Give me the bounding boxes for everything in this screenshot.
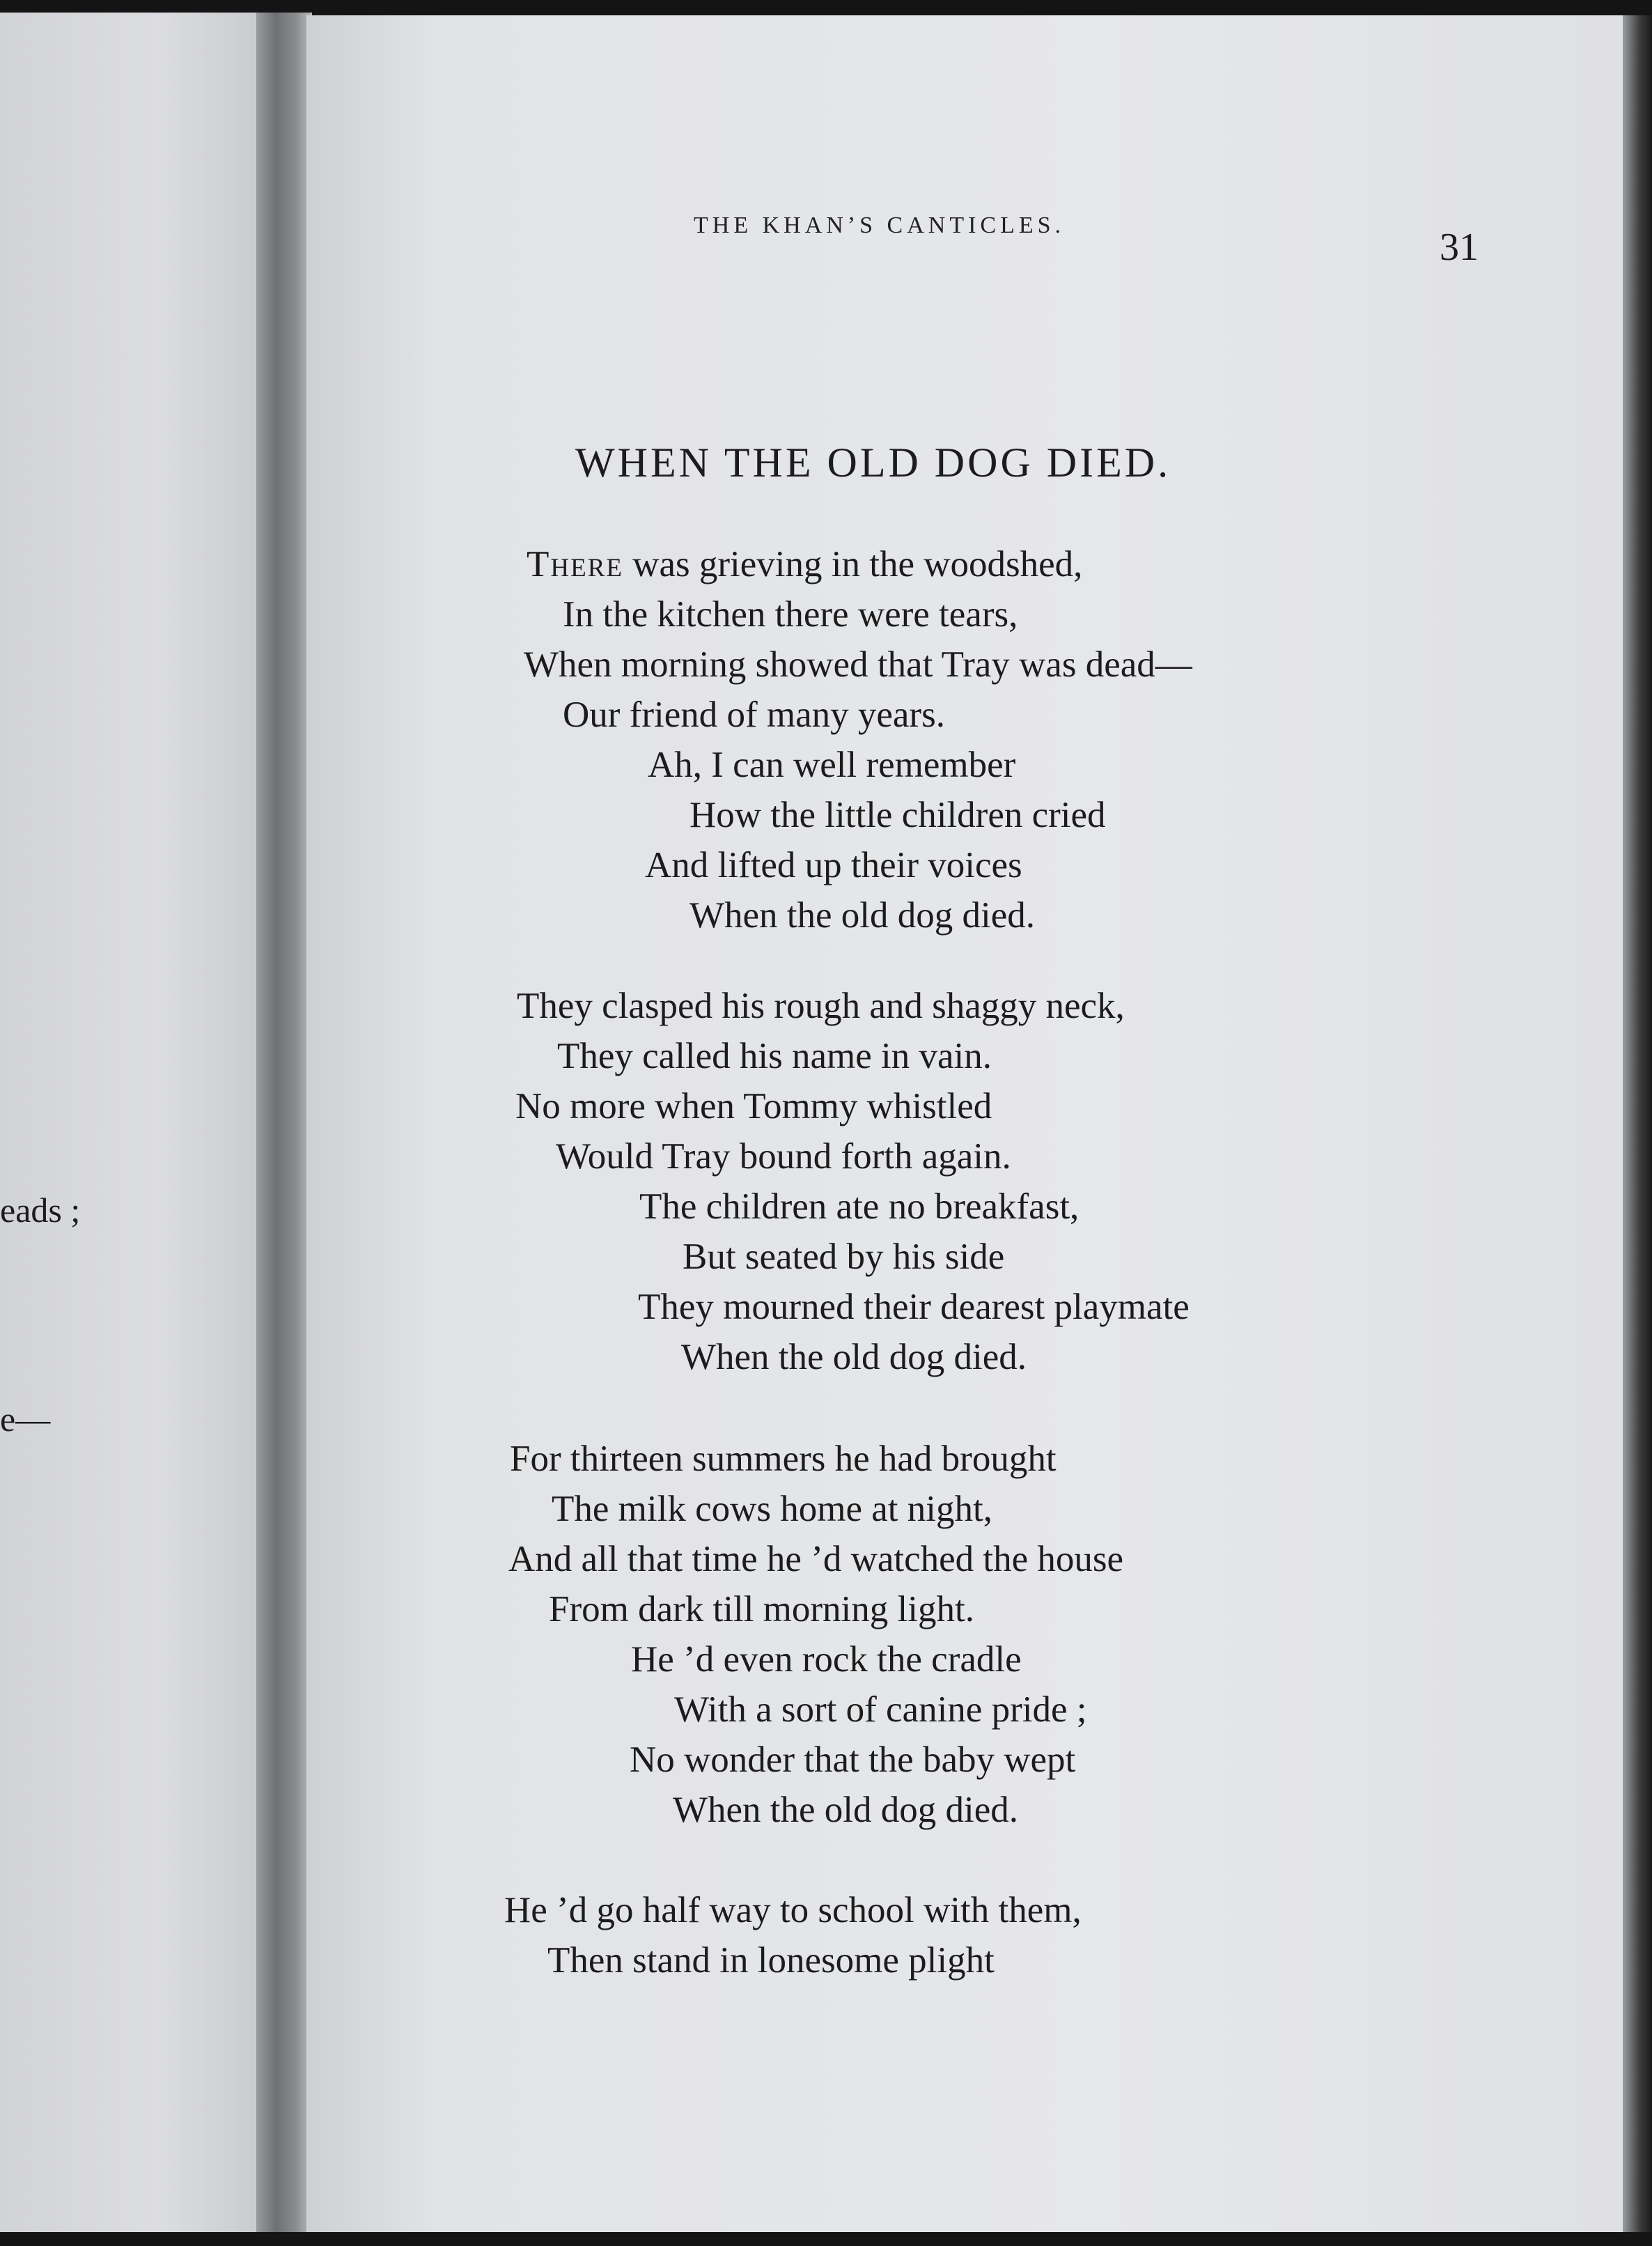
poem-line: When morning showed that Tray was dead— xyxy=(524,644,1192,685)
poem-title: WHEN THE OLD DOG DIED. xyxy=(575,440,1171,486)
poem-line: And all that time he ’d watched the house xyxy=(508,1539,1124,1579)
poem-line: No more when Tommy whistled xyxy=(515,1086,992,1126)
poem-line: No wonder that the baby wept xyxy=(630,1740,1076,1780)
poem-line: He ’d even rock the cradle xyxy=(631,1639,1022,1680)
poem-line: They called his name in vain. xyxy=(557,1036,992,1076)
poem-line: When the old dog died. xyxy=(681,1337,1027,1377)
poem-line: The children ate no breakfast, xyxy=(639,1186,1080,1227)
poem-line: In the kitchen there were tears, xyxy=(563,594,1018,635)
page-number: 31 xyxy=(1440,226,1479,269)
running-header: THE KHAN’S CANTICLES. xyxy=(694,212,1066,238)
poem-line: But seated by his side xyxy=(683,1237,1005,1277)
poem-line: The milk cows home at night, xyxy=(552,1489,992,1529)
poem-line: He ’d go half way to school with them, xyxy=(504,1890,1082,1930)
poem-line: How the little children cried xyxy=(689,795,1106,835)
poem-line: There was grieving in the woodshed, xyxy=(527,544,1083,584)
book-gutter xyxy=(256,13,312,2232)
poem-line: Ah, I can well remember xyxy=(648,745,1016,785)
poem-line: With a sort of canine pride ; xyxy=(674,1689,1087,1730)
poem-line: Would Tray bound forth again. xyxy=(556,1136,1011,1177)
poem-first-word: There xyxy=(527,544,623,584)
poem-line: For thirteen summers he had brought xyxy=(510,1439,1057,1479)
poem-line: From dark till morning light. xyxy=(549,1589,974,1629)
poem-line: And lifted up their voices xyxy=(645,845,1022,885)
page-edge xyxy=(1623,15,1652,2232)
left-page-fragment: eads ; xyxy=(0,1191,81,1230)
poem-line: When the old dog died. xyxy=(689,895,1036,936)
left-page-fragment: e— xyxy=(0,1400,51,1439)
poem-line: They clasped his rough and shaggy neck, xyxy=(517,986,1125,1026)
poem-line: Then stand in lonesome plight xyxy=(547,1940,995,1981)
poem-line: When the old dog died. xyxy=(673,1790,1019,1830)
poem-line: They mourned their dearest playmate xyxy=(638,1287,1190,1327)
left-page xyxy=(0,13,265,2232)
poem-line: Our friend of many years. xyxy=(563,695,945,735)
